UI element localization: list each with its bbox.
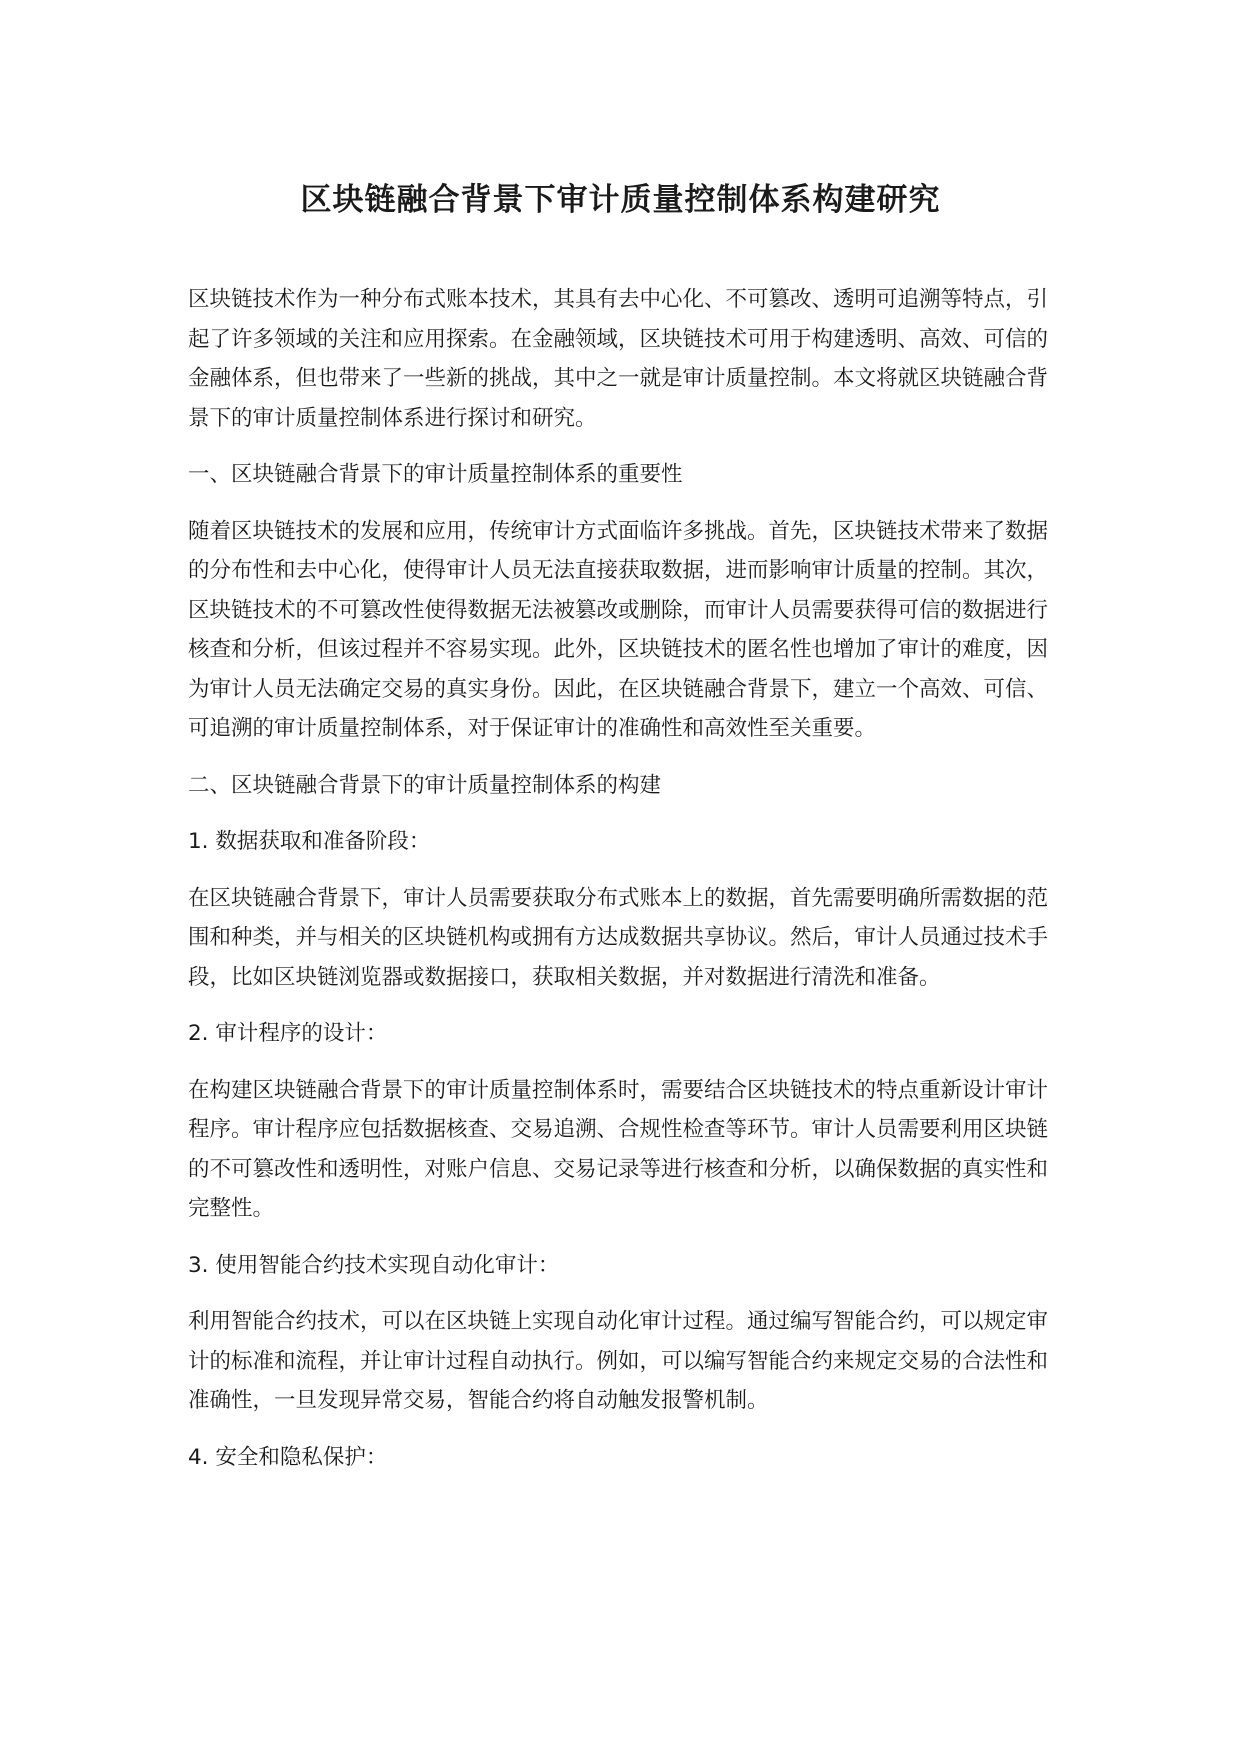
subheading-audit-procedure: 2. 审计程序的设计： <box>188 1021 388 1046</box>
data-acquisition-paragraph: 在区块链融合背景下，审计人员需要获取分布式账本上的数据，首先需要明确所需数据的范围和种类，并与相关的区块链机构或拥有方达成数据共享协议。然后，审计人员通过技术手段，比如区块链浏览器或数据接口，获取相关数据，并对数据进行清洗和准备。 <box>188 885 1049 990</box>
subheading-security-privacy: 4. 安全和隐私保护： <box>188 1444 388 1470</box>
document-title: 区块链融合背景下审计质量控制体系构建研究 <box>300 182 941 218</box>
intro-paragraph: 区块链技术作为一种分布式账本技术，其具有去中心化、不可篡改、透明可追溯等特点，引起了许多领域的关注和应用探索。在金融领域，区块链技术可用于构建透明、高效、可信的金融体系，但也带来了一些新的挑战，其中之一就是审计质量控制。本文将就区块链融合背景下的审计质量控制体系进行探讨和研究。 <box>188 287 1049 431</box>
smart-contract-paragraph: 利用智能合约技术，可以在区块链上实现自动化审计过程。通过编写智能合约，可以规定审计的标准和流程，并让审计过程自动执行。例如，可以编写智能合约来规定交易的合法性和准确性，一旦发现异常交易，智能合约将自动触发报警机制。 <box>188 1309 1049 1413</box>
document-body <box>188 280 1048 1494</box>
audit-procedure-paragraph: 在构建区块链融合背景下的审计质量控制体系时，需要结合区块链技术的特点重新设计审计程序。审计程序应包括数据核查、交易追溯、合规性检查等环节。审计人员需要利用区块链的不可篡改性和透明性，对账户信息、交易记录等进行核查和分析，以确保数据的真实性和完整性。 <box>188 1077 1049 1221</box>
importance-paragraph: 随着区块链技术的发展和应用，传统审计方式面临许多挑战。首先，区块链技术带来了数据的分布性和去中心化，使得审计人员无法直接获取数据，进而影响审计质量的控制。其次，区块链技术的不可篡改性使得数据无法被篡改或删除，而审计人员需要获得可信的数据进行核查和分析，但该过程并不容易实现。此外，区块链技术的匿名性也增加了审计的难度，因为审计人员无法确定交易的真实身份。因此，在区块链融合背景下，建立一个高效、可信、可追溯的审计质量控制体系，对于保证审计的准确性和高效性至关重要。 <box>188 518 1049 741</box>
section-heading-1: 一、区块链融合背景下的审计质量控制体系的重要性 <box>188 462 683 487</box>
section-heading-2: 二、区块链融合背景下的审计质量控制体系的构建 <box>188 772 662 798</box>
subheading-data-acquisition: 1. 数据获取和准备阶段： <box>188 829 431 854</box>
subheading-smart-contract: 3. 使用智能合约技术实现自动化审计： <box>188 1252 560 1278</box>
